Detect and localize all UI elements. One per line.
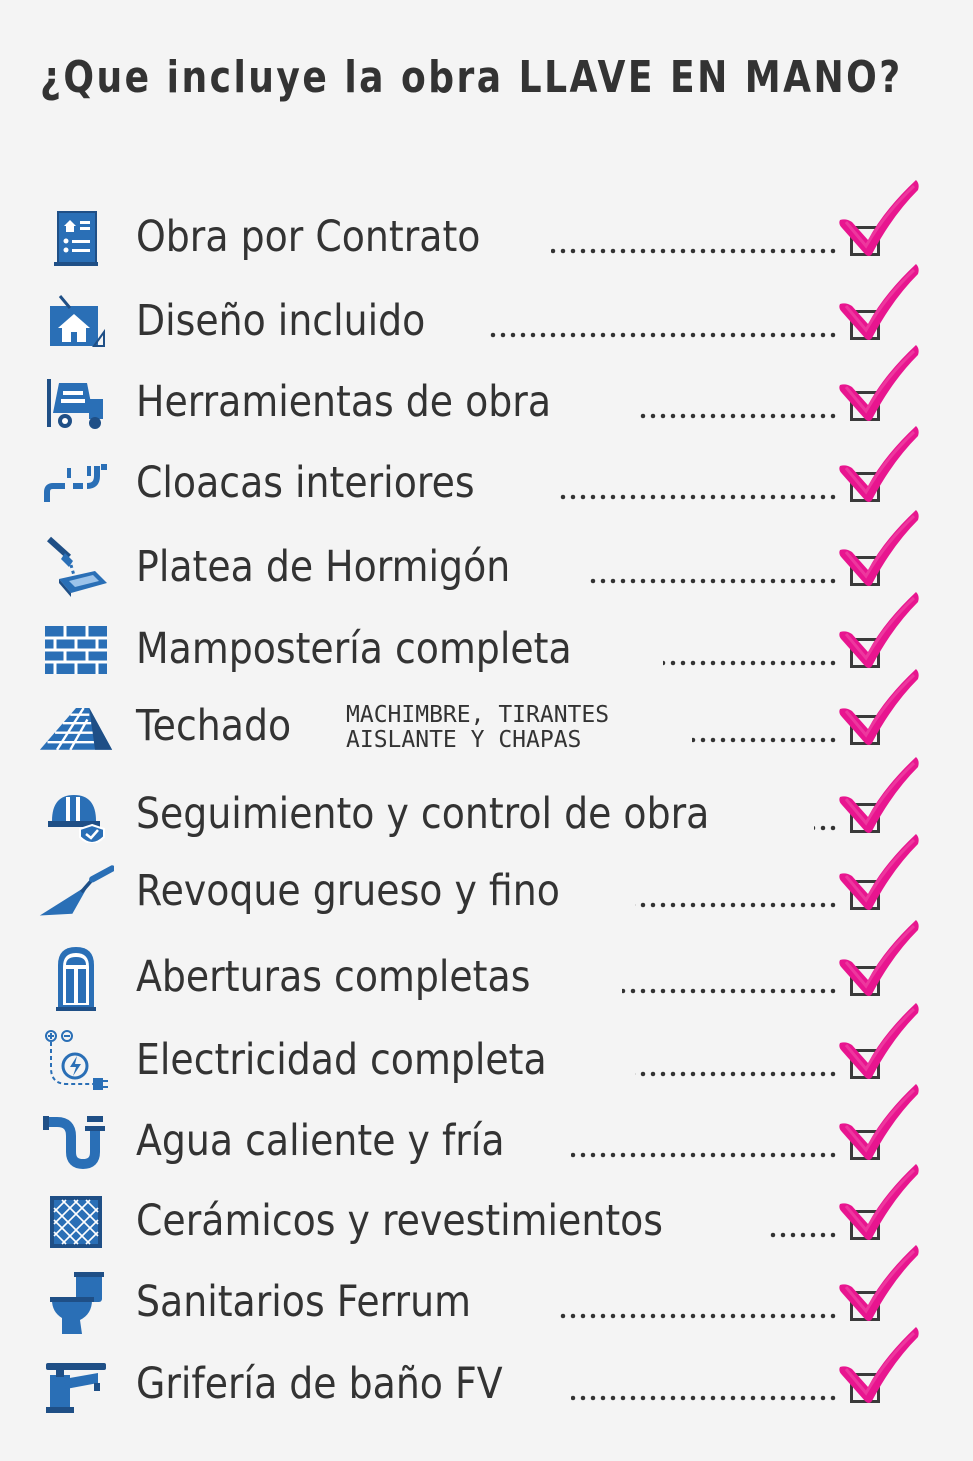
leader-dots (490, 330, 838, 340)
checkmark-icon (836, 588, 922, 670)
brick-wall-icon (38, 615, 114, 685)
checkmark-icon (836, 422, 922, 504)
checkmark-icon (836, 830, 922, 912)
list-item (0, 852, 973, 932)
checkmark-icon (836, 916, 922, 998)
list-item (0, 528, 973, 608)
ceramic-tile-icon (38, 1187, 114, 1257)
leader-dots (663, 658, 838, 668)
list-item (0, 1182, 973, 1262)
list-item (0, 1263, 973, 1343)
concrete-pour-icon (38, 533, 114, 603)
item-label: Agua caliente y fría (136, 1116, 505, 1166)
list-item (0, 1021, 973, 1101)
item-label: Cerámicos y revestimientos (136, 1196, 664, 1246)
checkmark-icon (836, 506, 922, 588)
item-label: Obra por Contrato (136, 212, 481, 262)
toilet-icon (38, 1268, 114, 1338)
list-item (0, 687, 973, 767)
checkmark-icon (836, 1160, 922, 1242)
item-note-line: AISLANTE Y CHAPAS (346, 727, 582, 753)
window-icon (38, 943, 114, 1013)
leader-dots (767, 1230, 838, 1240)
item-label: Techado (136, 701, 292, 751)
item-label: Herramientas de obra (136, 377, 552, 427)
item-note-line: MACHIMBRE, TIRANTES (346, 702, 610, 728)
leader-dots (692, 735, 838, 745)
page-title: ¿Que incluye la obra LLAVE EN MANO? (40, 52, 903, 103)
leader-dots (560, 1311, 838, 1321)
item-note (346, 703, 609, 753)
item-label: Electricidad completa (136, 1035, 547, 1085)
checkmark-icon (836, 176, 922, 258)
checkmark-icon (836, 260, 922, 342)
checkmark-icon (836, 1323, 922, 1405)
leader-dots (635, 1069, 838, 1079)
checkmark-icon (836, 999, 922, 1081)
electric-plug-icon (38, 1026, 114, 1096)
trowel-icon (38, 857, 114, 927)
item-label: Diseño incluido (136, 296, 426, 346)
list-item (0, 775, 973, 855)
leader-dots (589, 576, 838, 586)
water-pipe-icon (38, 1107, 114, 1177)
list-item (0, 610, 973, 690)
list-item (0, 363, 973, 443)
checkmark-icon (836, 753, 922, 835)
faucet-icon (38, 1350, 114, 1420)
item-label: Cloacas interiores (136, 458, 475, 508)
leader-dots (551, 246, 838, 256)
checkmark-icon (836, 1241, 922, 1323)
leader-dots (622, 986, 838, 996)
leader-dots (640, 411, 838, 421)
list-item (0, 444, 973, 524)
list-item (0, 198, 973, 278)
leader-dots (558, 492, 838, 502)
item-label: Grifería de baño FV (136, 1359, 503, 1409)
checkmark-icon (836, 665, 922, 747)
item-label: Revoque grueso y fino (136, 866, 560, 916)
item-label: Aberturas completas (136, 952, 531, 1002)
helmet-shield-icon (38, 780, 114, 850)
roof-tiles-icon (38, 692, 114, 762)
item-label: Seguimiento y control de obra (136, 789, 710, 839)
item-label: Platea de Hormigón (136, 542, 511, 592)
house-blueprint-icon (38, 287, 114, 357)
checkmark-icon (836, 1080, 922, 1162)
item-label: Sanitarios Ferrum (136, 1277, 471, 1327)
concrete-mixer-icon (38, 368, 114, 438)
list-item (0, 1102, 973, 1182)
item-label: Mampostería completa (136, 624, 572, 674)
list-item (0, 938, 973, 1018)
leader-dots (635, 900, 838, 910)
drain-pipes-icon (38, 449, 114, 519)
contract-document-icon (38, 203, 114, 273)
leader-dots (814, 823, 838, 833)
list-item (0, 1345, 973, 1425)
checkmark-icon (836, 341, 922, 423)
leader-dots (571, 1393, 838, 1403)
list-item (0, 282, 973, 362)
leader-dots (571, 1150, 838, 1160)
